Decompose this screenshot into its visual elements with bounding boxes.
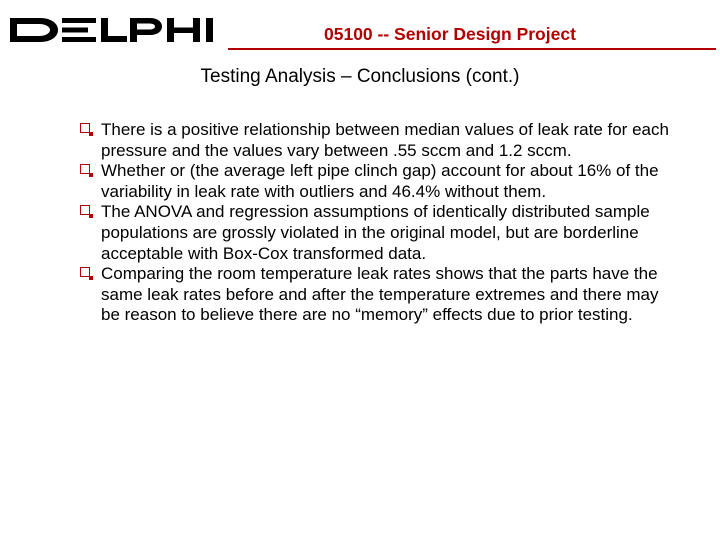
slide-title: Testing Analysis – Conclusions (cont.) [200, 66, 520, 87]
hollow-square-bullet-icon [80, 205, 90, 215]
bullet-text: Whether or (the average left pipe clinch gap) account for about 16% of the variability in leak rate with outliers and 46.4% without them. [101, 161, 659, 201]
delphi-logo-mark [10, 14, 226, 46]
header-divider [228, 48, 716, 50]
project-title: 05100 -- Senior Design Project [324, 24, 576, 44]
bullet-text: Comparing the room temperature leak rates shows that the parts have the same leak rates before and after the temperature extremes and there may be reason to believe there are no “memory” effects due to prior testing. [101, 264, 659, 325]
hollow-square-bullet-icon [80, 267, 90, 277]
bullet-item [80, 161, 680, 202]
delphi-logo-text: DELPHI [10, 14, 14, 15]
hollow-square-bullet-icon [80, 164, 90, 174]
hollow-square-bullet-icon [80, 123, 90, 133]
bullet-text: The ANOVA and regression assumptions of identically distributed sample populations are grossly violated in the original model, but are borderline acceptable with Box-Cox transformed data. [101, 202, 650, 263]
bullet-list [80, 120, 680, 326]
bullet-item [80, 202, 680, 264]
bullet-text: There is a positive relationship between median values of leak rate for each pressure and the values vary between .55 sccm and 1.2 sccm. [101, 120, 669, 160]
bullet-item [80, 264, 680, 326]
bullet-item [80, 120, 680, 161]
